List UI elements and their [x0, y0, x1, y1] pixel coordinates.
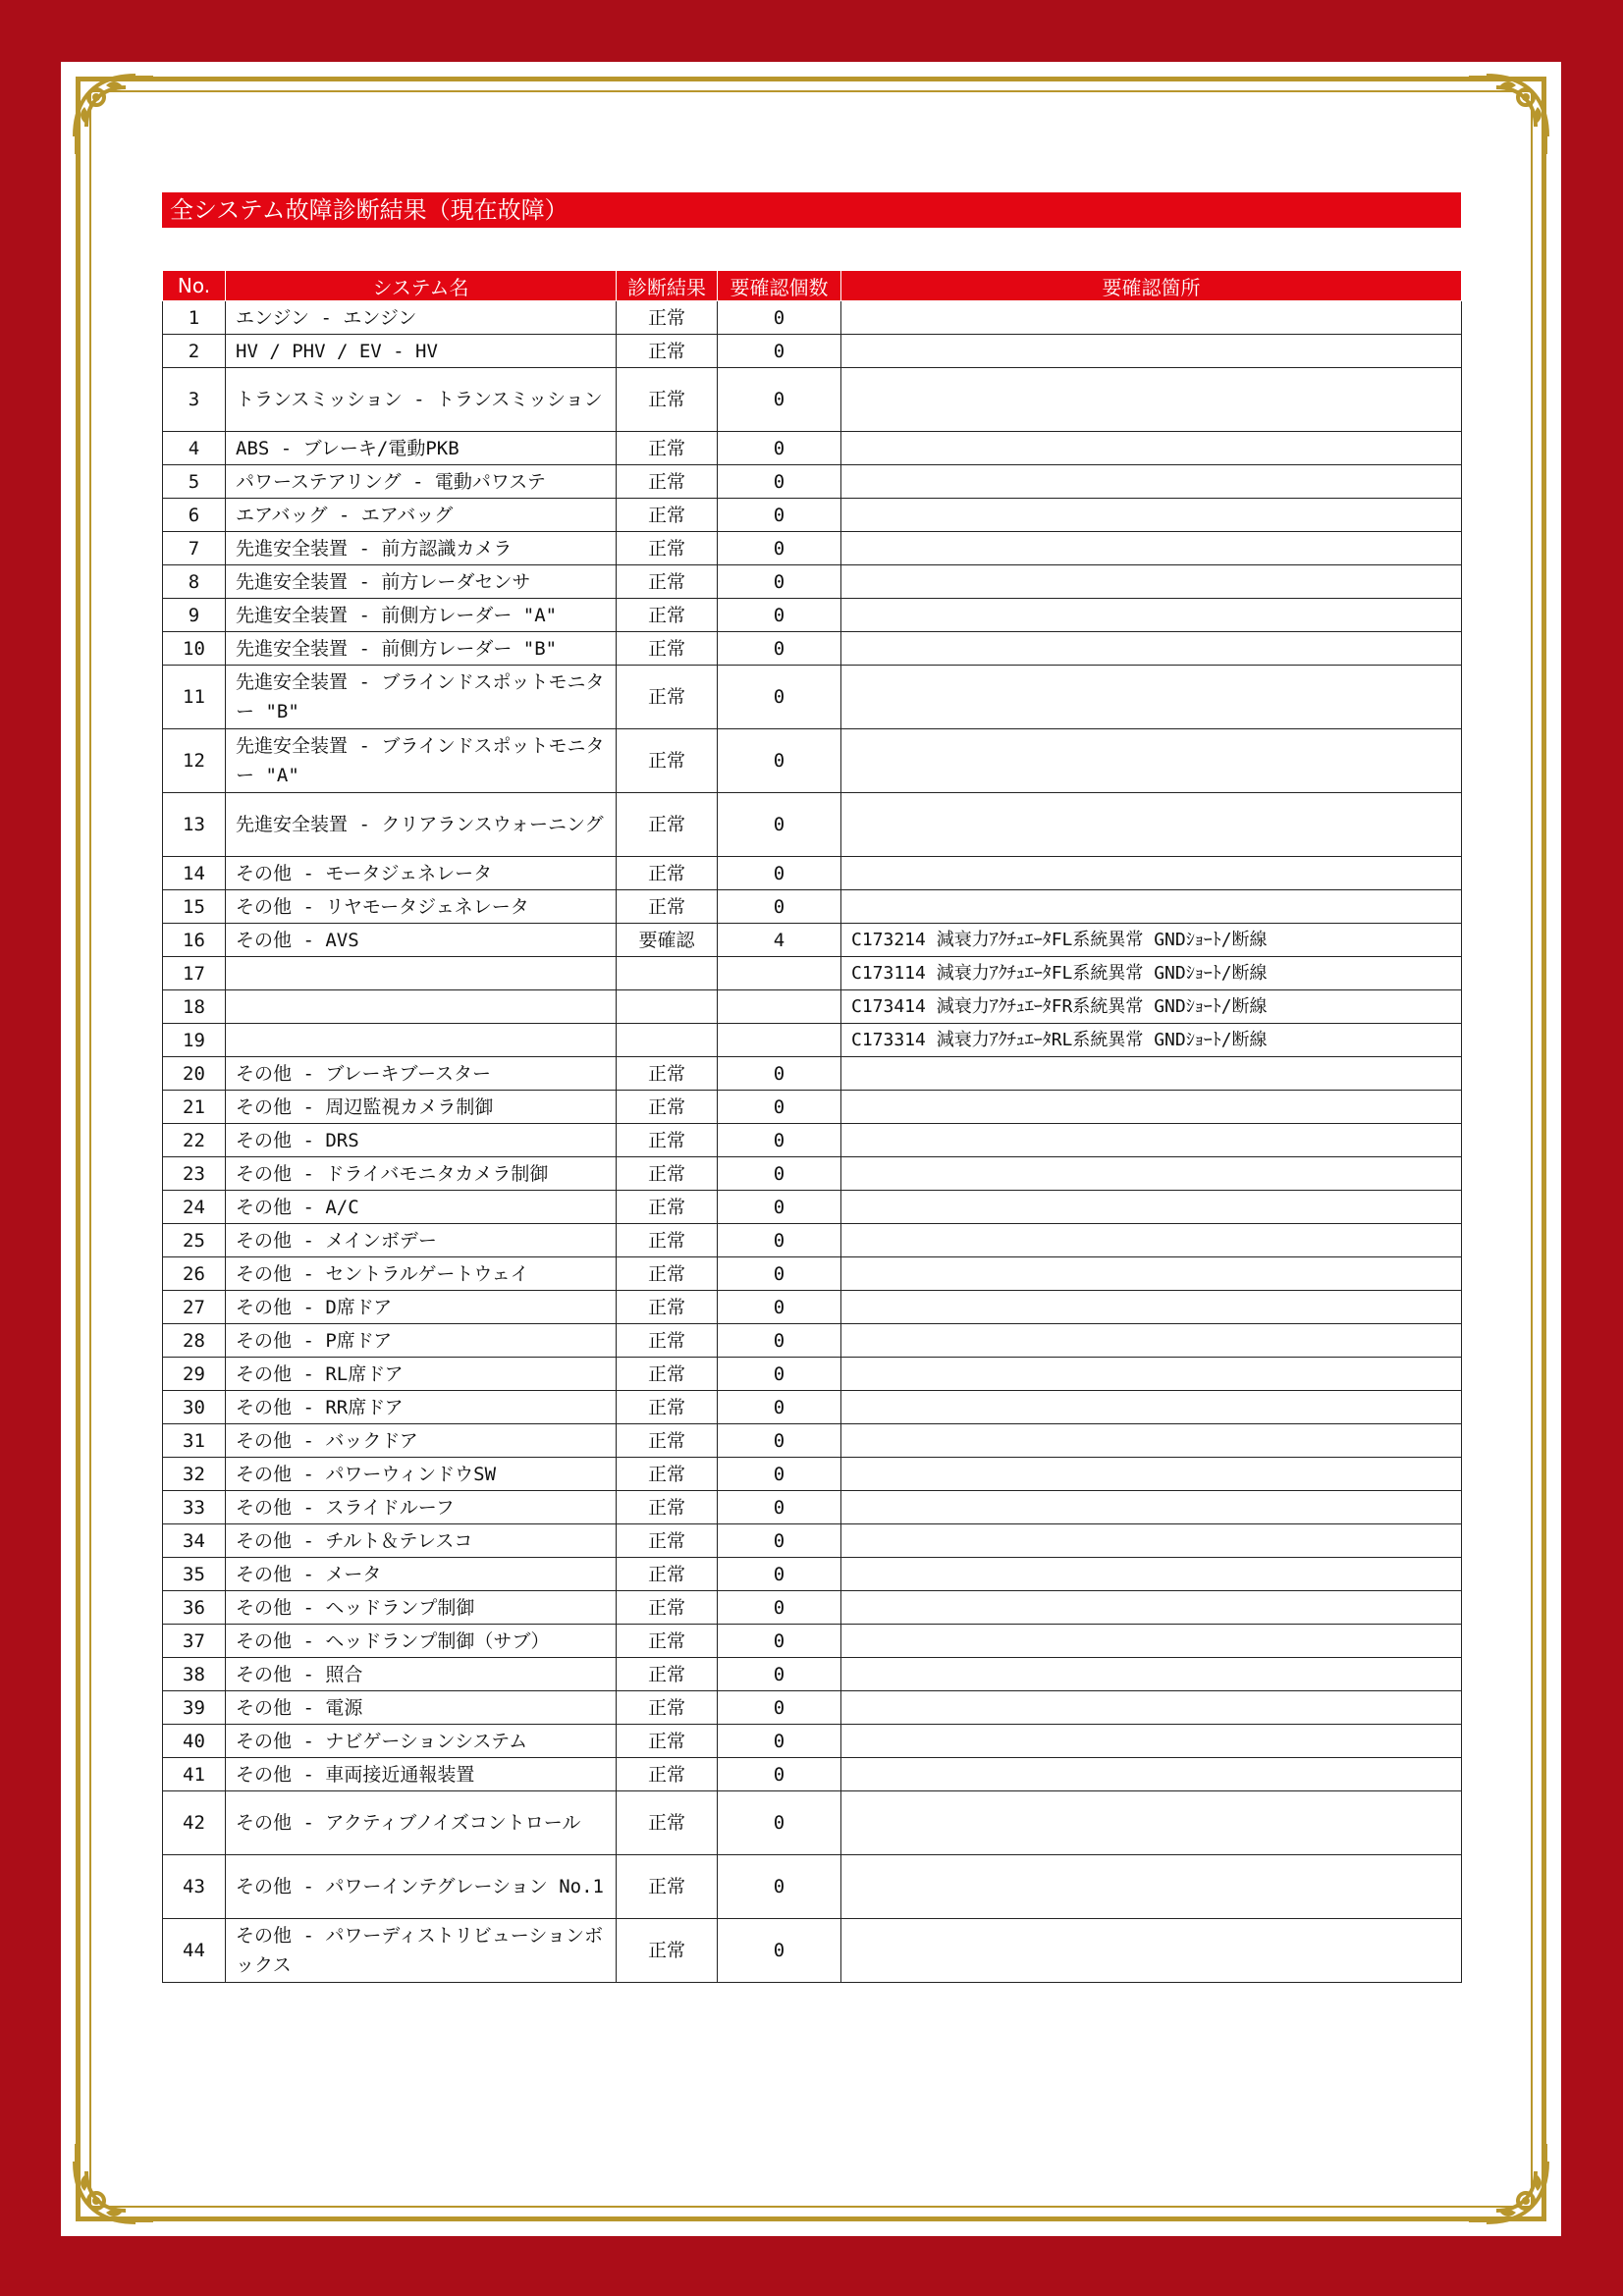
cell-no: 20 — [163, 1057, 226, 1091]
cell-location — [841, 599, 1462, 632]
cell-result: 正常 — [617, 335, 718, 368]
cell-system: その他 - パワーディストリビューションボックス — [226, 1919, 617, 1983]
cell-result: 正常 — [617, 1124, 718, 1157]
table-row — [163, 1691, 1462, 1725]
cell-result: 正常 — [617, 301, 718, 335]
table-row — [163, 465, 1462, 499]
cell-no: 17 — [163, 957, 226, 990]
table-row — [163, 1855, 1462, 1919]
cell-system: その他 - DRS — [226, 1124, 617, 1157]
header-result: 診断結果 — [617, 271, 718, 301]
cell-result: 正常 — [617, 1458, 718, 1491]
cell-system: その他 - ブレーキブースター — [226, 1057, 617, 1091]
cell-location — [841, 335, 1462, 368]
cell-location — [841, 1524, 1462, 1558]
cell-result: 正常 — [617, 599, 718, 632]
table-row — [163, 1157, 1462, 1191]
table-row — [163, 1291, 1462, 1324]
cell-count: 0 — [718, 890, 841, 924]
page-title: 全システム故障診断結果（現在故障） — [162, 192, 1461, 228]
table-row — [163, 793, 1462, 857]
cell-location — [841, 301, 1462, 335]
table-row — [163, 301, 1462, 335]
cell-system: その他 - スライドルーフ — [226, 1491, 617, 1524]
cell-no: 12 — [163, 729, 226, 793]
cell-system: トランスミッション - トランスミッション — [226, 368, 617, 432]
table-row — [163, 666, 1462, 729]
cell-result — [617, 1024, 718, 1057]
cell-no: 38 — [163, 1658, 226, 1691]
cell-result: 正常 — [617, 368, 718, 432]
cell-no: 15 — [163, 890, 226, 924]
table-row — [163, 1124, 1462, 1157]
corner-ornament-icon — [67, 68, 161, 162]
cell-system: その他 - パワーインテグレーション No.1 — [226, 1855, 617, 1919]
table-row — [163, 1919, 1462, 1983]
cell-result: 正常 — [617, 729, 718, 793]
cell-count: 0 — [718, 1855, 841, 1919]
table-row — [163, 335, 1462, 368]
cell-count — [718, 1024, 841, 1057]
cell-no: 3 — [163, 368, 226, 432]
cell-result: 正常 — [617, 1191, 718, 1224]
cell-count: 0 — [718, 1491, 841, 1524]
cell-count: 0 — [718, 368, 841, 432]
cell-location — [841, 1358, 1462, 1391]
cell-system: その他 - ナビゲーションシステム — [226, 1725, 617, 1758]
cell-count: 0 — [718, 1091, 841, 1124]
cell-location — [841, 1424, 1462, 1458]
cell-result: 正常 — [617, 1157, 718, 1191]
cell-result: 正常 — [617, 1324, 718, 1358]
cell-result: 正常 — [617, 1524, 718, 1558]
cell-no: 40 — [163, 1725, 226, 1758]
cell-system: 先進安全装置 - 前方レーダセンサ — [226, 565, 617, 599]
table-row — [163, 890, 1462, 924]
cell-count: 0 — [718, 793, 841, 857]
cell-no: 42 — [163, 1791, 226, 1855]
cell-result: 正常 — [617, 1424, 718, 1458]
cell-result: 正常 — [617, 1291, 718, 1324]
cell-no: 41 — [163, 1758, 226, 1791]
cell-result: 正常 — [617, 1855, 718, 1919]
cell-location — [841, 1124, 1462, 1157]
cell-count: 0 — [718, 1658, 841, 1691]
table-row — [163, 1091, 1462, 1124]
table-body — [163, 301, 1462, 1983]
cell-result: 正常 — [617, 465, 718, 499]
table-row — [163, 1558, 1462, 1591]
table-row — [163, 1024, 1462, 1057]
table-row — [163, 432, 1462, 465]
cell-count: 0 — [718, 1758, 841, 1791]
cell-location: C173114 減衰力ｱｸﾁｭｴｰﾀFL系統異常 GNDｼｮｰﾄ/断線 — [841, 957, 1462, 990]
cell-count: 0 — [718, 1725, 841, 1758]
cell-result: 正常 — [617, 1391, 718, 1424]
cell-no: 34 — [163, 1524, 226, 1558]
header-count: 要確認個数 — [718, 271, 841, 301]
cell-count: 4 — [718, 924, 841, 957]
cell-system: その他 - セントラルゲートウェイ — [226, 1257, 617, 1291]
table-row — [163, 565, 1462, 599]
cell-system: その他 - D席ドア — [226, 1291, 617, 1324]
cell-no: 19 — [163, 1024, 226, 1057]
table-row — [163, 857, 1462, 890]
cell-location: C173414 減衰力ｱｸﾁｭｴｰﾀFR系統異常 GNDｼｮｰﾄ/断線 — [841, 990, 1462, 1024]
cell-no: 27 — [163, 1291, 226, 1324]
cell-system: その他 - A/C — [226, 1191, 617, 1224]
cell-location — [841, 1257, 1462, 1291]
cell-no: 11 — [163, 666, 226, 729]
cell-count: 0 — [718, 1524, 841, 1558]
cell-location — [841, 632, 1462, 666]
cell-system: 先進安全装置 - 前側方レーダー "B" — [226, 632, 617, 666]
cell-count: 0 — [718, 499, 841, 532]
cell-count: 0 — [718, 666, 841, 729]
cell-location — [841, 1291, 1462, 1324]
cell-result: 正常 — [617, 1558, 718, 1591]
cell-no: 23 — [163, 1157, 226, 1191]
cell-no: 16 — [163, 924, 226, 957]
cell-result: 正常 — [617, 432, 718, 465]
cell-system: その他 - ヘッドランプ制御（サブ） — [226, 1625, 617, 1658]
cell-system: その他 - メインボデー — [226, 1224, 617, 1257]
cell-system: パワーステアリング - 電動パワステ — [226, 465, 617, 499]
cell-system: 先進安全装置 - 前方認識カメラ — [226, 532, 617, 565]
cell-system: その他 - メータ — [226, 1558, 617, 1591]
cell-system: 先進安全装置 - ブラインドスポットモニター "B" — [226, 666, 617, 729]
cell-count: 0 — [718, 1291, 841, 1324]
cell-result: 正常 — [617, 1625, 718, 1658]
cell-location — [841, 1691, 1462, 1725]
cell-count: 0 — [718, 1124, 841, 1157]
cell-count: 0 — [718, 1358, 841, 1391]
header-location: 要確認箇所 — [841, 271, 1462, 301]
cell-location — [841, 1625, 1462, 1658]
cell-result: 正常 — [617, 1091, 718, 1124]
cell-location — [841, 1458, 1462, 1491]
cell-location — [841, 1855, 1462, 1919]
cell-no: 2 — [163, 335, 226, 368]
diagnosis-table — [162, 270, 1462, 1983]
cell-location — [841, 793, 1462, 857]
cell-count: 0 — [718, 1791, 841, 1855]
corner-ornament-icon — [1461, 2136, 1555, 2230]
cell-count: 0 — [718, 1157, 841, 1191]
cell-system: 先進安全装置 - 前側方レーダー "A" — [226, 599, 617, 632]
table-row — [163, 1191, 1462, 1224]
cell-result: 正常 — [617, 1591, 718, 1625]
cell-system: その他 - モータジェネレータ — [226, 857, 617, 890]
cell-result: 正常 — [617, 499, 718, 532]
cell-no: 28 — [163, 1324, 226, 1358]
cell-count: 0 — [718, 335, 841, 368]
cell-result: 正常 — [617, 1758, 718, 1791]
corner-ornament-icon — [67, 2136, 161, 2230]
table-row — [163, 1625, 1462, 1658]
cell-count: 0 — [718, 1919, 841, 1983]
table-row — [163, 368, 1462, 432]
table-row — [163, 1591, 1462, 1625]
cell-location — [841, 1391, 1462, 1424]
table-row — [163, 599, 1462, 632]
cell-no: 35 — [163, 1558, 226, 1591]
table-row — [163, 1758, 1462, 1791]
cell-location — [841, 890, 1462, 924]
cell-location — [841, 565, 1462, 599]
cell-count: 0 — [718, 1191, 841, 1224]
cell-no: 4 — [163, 432, 226, 465]
cell-system: その他 - RL席ドア — [226, 1358, 617, 1391]
table-row — [163, 499, 1462, 532]
cell-count: 0 — [718, 1625, 841, 1658]
cell-no: 26 — [163, 1257, 226, 1291]
cell-no: 31 — [163, 1424, 226, 1458]
cell-result: 要確認 — [617, 924, 718, 957]
cell-no: 25 — [163, 1224, 226, 1257]
cell-system: その他 - バックドア — [226, 1424, 617, 1458]
cell-location — [841, 1919, 1462, 1983]
cell-location — [841, 1591, 1462, 1625]
cell-count: 0 — [718, 565, 841, 599]
cell-location — [841, 666, 1462, 729]
table-row — [163, 1424, 1462, 1458]
cell-system: 先進安全装置 - ブラインドスポットモニター "A" — [226, 729, 617, 793]
cell-system: その他 - アクティブノイズコントロール — [226, 1791, 617, 1855]
cell-count: 0 — [718, 632, 841, 666]
table-row — [163, 1257, 1462, 1291]
cell-system: エンジン - エンジン — [226, 301, 617, 335]
cell-system: その他 - ドライバモニタカメラ制御 — [226, 1157, 617, 1191]
cell-system — [226, 957, 617, 990]
cell-system: その他 - リヤモータジェネレータ — [226, 890, 617, 924]
cell-count: 0 — [718, 599, 841, 632]
cell-count: 0 — [718, 1324, 841, 1358]
cell-result: 正常 — [617, 1358, 718, 1391]
table-row — [163, 1224, 1462, 1257]
cell-no: 30 — [163, 1391, 226, 1424]
table-row — [163, 1725, 1462, 1758]
cell-count: 0 — [718, 432, 841, 465]
cell-no: 22 — [163, 1124, 226, 1157]
table-row — [163, 1791, 1462, 1855]
cell-count: 0 — [718, 1558, 841, 1591]
cell-location — [841, 1725, 1462, 1758]
cell-location — [841, 1658, 1462, 1691]
cell-location: C173214 減衰力ｱｸﾁｭｴｰﾀFL系統異常 GNDｼｮｰﾄ/断線 — [841, 924, 1462, 957]
cell-result: 正常 — [617, 1791, 718, 1855]
cell-no: 39 — [163, 1691, 226, 1725]
header-system: システム名 — [226, 271, 617, 301]
report-page — [61, 62, 1561, 2236]
cell-system: 先進安全装置 - クリアランスウォーニング — [226, 793, 617, 857]
cell-no: 6 — [163, 499, 226, 532]
table-header-row — [163, 271, 1462, 301]
cell-count: 0 — [718, 301, 841, 335]
cell-no: 37 — [163, 1625, 226, 1658]
cell-result: 正常 — [617, 857, 718, 890]
cell-no: 44 — [163, 1919, 226, 1983]
cell-no: 7 — [163, 532, 226, 565]
cell-no: 21 — [163, 1091, 226, 1124]
cell-no: 36 — [163, 1591, 226, 1625]
cell-system: その他 - パワーウィンドウSW — [226, 1458, 617, 1491]
cell-result: 正常 — [617, 1224, 718, 1257]
table-row — [163, 729, 1462, 793]
cell-result: 正常 — [617, 532, 718, 565]
table-row — [163, 1658, 1462, 1691]
table-row — [163, 532, 1462, 565]
table-row — [163, 1524, 1462, 1558]
cell-location — [841, 1791, 1462, 1855]
cell-location — [841, 499, 1462, 532]
table-row — [163, 1057, 1462, 1091]
cell-no: 1 — [163, 301, 226, 335]
cell-location — [841, 1091, 1462, 1124]
cell-location — [841, 1191, 1462, 1224]
cell-location — [841, 1758, 1462, 1791]
cell-system: その他 - チルト＆テレスコ — [226, 1524, 617, 1558]
cell-no: 29 — [163, 1358, 226, 1391]
cell-no: 32 — [163, 1458, 226, 1491]
cell-count: 0 — [718, 1691, 841, 1725]
cell-system: その他 - ヘッドランプ制御 — [226, 1591, 617, 1625]
cell-result: 正常 — [617, 1257, 718, 1291]
cell-result: 正常 — [617, 632, 718, 666]
cell-count: 0 — [718, 1224, 841, 1257]
cell-count: 0 — [718, 1591, 841, 1625]
cell-result: 正常 — [617, 666, 718, 729]
cell-count: 0 — [718, 1424, 841, 1458]
cell-no: 43 — [163, 1855, 226, 1919]
cell-result — [617, 990, 718, 1024]
cell-no: 10 — [163, 632, 226, 666]
cell-result: 正常 — [617, 1658, 718, 1691]
cell-location — [841, 1558, 1462, 1591]
cell-location — [841, 465, 1462, 499]
table-row — [163, 1458, 1462, 1491]
cell-system: その他 - RR席ドア — [226, 1391, 617, 1424]
cell-no: 18 — [163, 990, 226, 1024]
cell-result — [617, 957, 718, 990]
cell-result: 正常 — [617, 1057, 718, 1091]
cell-result: 正常 — [617, 1491, 718, 1524]
cell-count — [718, 957, 841, 990]
cell-system — [226, 1024, 617, 1057]
cell-location — [841, 368, 1462, 432]
cell-system: ABS - ブレーキ/電動PKB — [226, 432, 617, 465]
cell-system: その他 - P席ドア — [226, 1324, 617, 1358]
cell-no: 14 — [163, 857, 226, 890]
cell-system: その他 - 周辺監視カメラ制御 — [226, 1091, 617, 1124]
cell-system: その他 - 電源 — [226, 1691, 617, 1725]
cell-location — [841, 532, 1462, 565]
table-row — [163, 1491, 1462, 1524]
cell-result: 正常 — [617, 1725, 718, 1758]
cell-count: 0 — [718, 1391, 841, 1424]
cell-system: エアバッグ - エアバッグ — [226, 499, 617, 532]
corner-ornament-icon — [1461, 68, 1555, 162]
cell-count: 0 — [718, 1057, 841, 1091]
cell-count — [718, 990, 841, 1024]
cell-location — [841, 729, 1462, 793]
cell-location — [841, 1491, 1462, 1524]
table-row — [163, 1391, 1462, 1424]
cell-no: 13 — [163, 793, 226, 857]
table-row — [163, 632, 1462, 666]
cell-location — [841, 1224, 1462, 1257]
table-row — [163, 990, 1462, 1024]
cell-count: 0 — [718, 857, 841, 890]
cell-system: HV / PHV / EV - HV — [226, 335, 617, 368]
cell-location — [841, 1324, 1462, 1358]
cell-no: 8 — [163, 565, 226, 599]
cell-result: 正常 — [617, 890, 718, 924]
cell-result: 正常 — [617, 1691, 718, 1725]
cell-no: 9 — [163, 599, 226, 632]
cell-no: 24 — [163, 1191, 226, 1224]
cell-system — [226, 990, 617, 1024]
cell-location — [841, 1057, 1462, 1091]
cell-count: 0 — [718, 1458, 841, 1491]
cell-location — [841, 1157, 1462, 1191]
cell-count: 0 — [718, 465, 841, 499]
cell-no: 5 — [163, 465, 226, 499]
cell-count: 0 — [718, 1257, 841, 1291]
table-row — [163, 1358, 1462, 1391]
table-row — [163, 924, 1462, 957]
cell-count: 0 — [718, 729, 841, 793]
cell-location — [841, 857, 1462, 890]
cell-result: 正常 — [617, 565, 718, 599]
cell-no: 33 — [163, 1491, 226, 1524]
header-no: No. — [163, 271, 226, 301]
table-row — [163, 957, 1462, 990]
cell-system: その他 - 車両接近通報装置 — [226, 1758, 617, 1791]
cell-system: その他 - 照合 — [226, 1658, 617, 1691]
cell-count: 0 — [718, 532, 841, 565]
cell-system: その他 - AVS — [226, 924, 617, 957]
table-row — [163, 1324, 1462, 1358]
cell-result: 正常 — [617, 793, 718, 857]
cell-location: C173314 減衰力ｱｸﾁｭｴｰﾀRL系統異常 GNDｼｮｰﾄ/断線 — [841, 1024, 1462, 1057]
cell-location — [841, 432, 1462, 465]
cell-result: 正常 — [617, 1919, 718, 1983]
